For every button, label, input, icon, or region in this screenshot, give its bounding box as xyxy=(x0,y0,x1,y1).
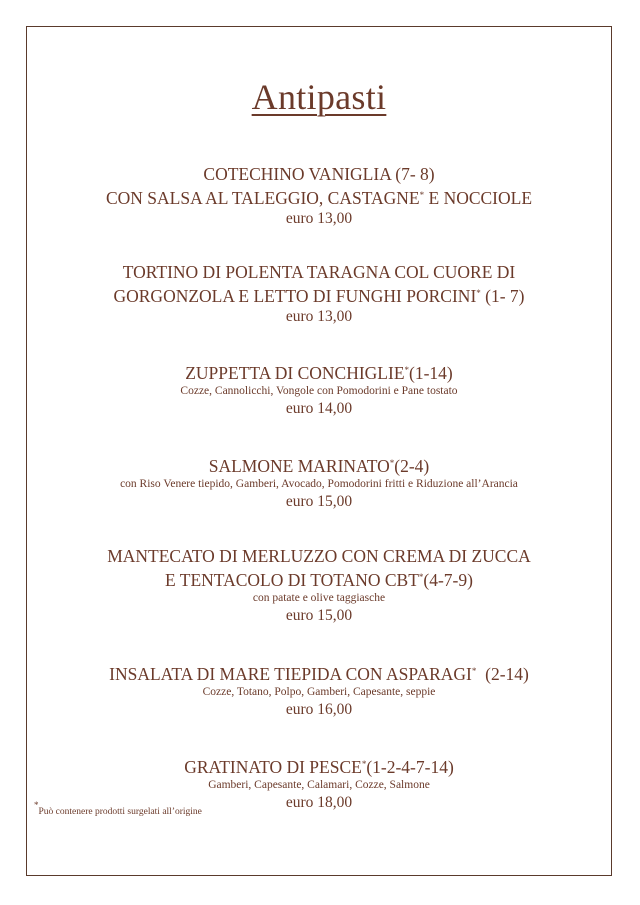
dish-description: Cozze, Totano, Polpo, Gamberi, Capesante, seppie xyxy=(202,686,436,698)
dish-name-line: GRATINATO DI PESCE*(1-2-4-7-14) xyxy=(184,757,454,777)
dish-name-line: SALMONE MARINATO*(2-4) xyxy=(208,456,430,476)
footnote: *Può contenere prodotti surgelati all’origine xyxy=(34,800,202,817)
dish-salmone xyxy=(26,453,612,511)
page-title: Antipasti xyxy=(251,77,387,117)
dish-price: euro 16,00 xyxy=(285,701,353,718)
dish-description: con Riso Venere tiepido, Gamberi, Avocado, Pomodorini fritti e Riduzione all’Arancia xyxy=(120,478,518,490)
page-border xyxy=(26,26,612,876)
dish-price: euro 15,00 xyxy=(285,493,353,510)
dish-price: euro 14,00 xyxy=(285,400,353,417)
dish-cotechino xyxy=(26,164,612,228)
dish-name-line: GORGONZOLA E LETTO DI FUNGHI PORCINI* (1- 7) xyxy=(113,286,525,306)
dish-name-line: CON SALSA AL TALEGGIO, CASTAGNE* E NOCCIOLE xyxy=(105,188,533,208)
dish-zuppetta xyxy=(26,360,612,418)
dish-price: euro 13,00 xyxy=(285,308,353,325)
dish-name-line: E TENTACOLO DI TOTANO CBT*(4-7-9) xyxy=(165,570,473,590)
dish-name-line: INSALATA DI MARE TIEPIDA CON ASPARAGI* (2-14) xyxy=(109,664,529,684)
dish-name-line: TORTINO DI POLENTA TARAGNA COL CUORE DI xyxy=(122,262,516,282)
dish-name-line: MANTECATO DI MERLUZZO CON CREMA DI ZUCCA xyxy=(107,546,531,566)
dish-insalata xyxy=(26,661,612,719)
dish-price: euro 18,00 xyxy=(285,794,353,811)
dish-name-line: COTECHINO VANIGLIA (7- 8) xyxy=(203,164,435,184)
dish-tortino xyxy=(26,262,612,326)
dish-price: euro 13,00 xyxy=(285,210,353,227)
dish-description: Gamberi, Capesante, Calamari, Cozze, Salmone xyxy=(208,779,430,791)
dish-description: Cozze, Cannolicchi, Vongole con Pomodorini e Pane tostato xyxy=(180,385,458,397)
dish-name-line: ZUPPETTA DI CONCHIGLIE*(1-14) xyxy=(185,363,453,383)
dish-mantecato xyxy=(26,546,612,625)
dish-description: con patate e olive taggiasche xyxy=(252,592,386,604)
dish-price: euro 15,00 xyxy=(285,607,353,624)
